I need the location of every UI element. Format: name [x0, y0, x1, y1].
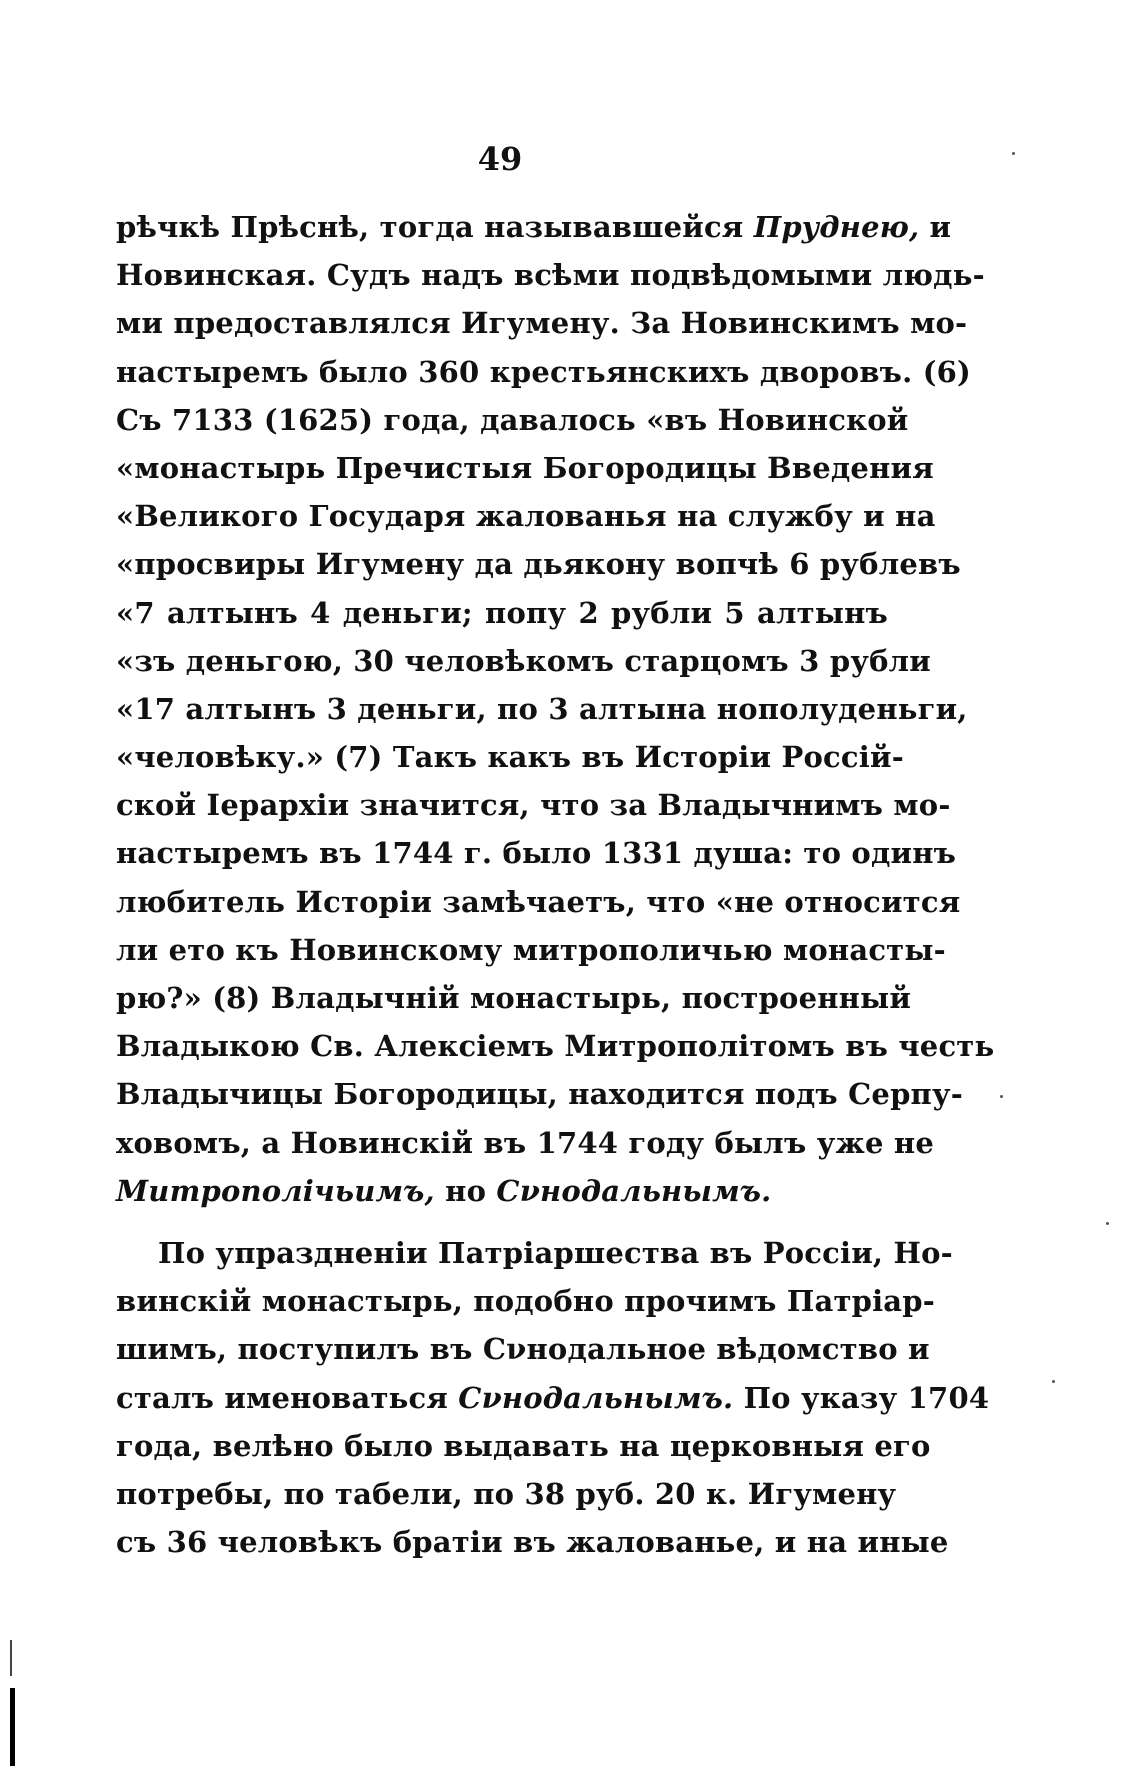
text-line: шимъ, поступилъ въ Сνнодальное вѣдомство и — [116, 1332, 930, 1367]
text-line: любитель Исторіи замѣчаетъ, что «не относится — [116, 884, 961, 919]
text-line: Съ 7133 (1625) года, давалось «въ Новинской — [116, 402, 909, 437]
scan-speck — [1106, 1222, 1109, 1225]
text-line: Митрополічьимъ, но Сνнодальнымъ. — [116, 1173, 772, 1208]
text-line: «человѣку.» (7) Такъ какъ въ Исторіи Россій- — [116, 740, 904, 775]
text-line: рѣчкѣ Прѣснѣ, тогда называвшейся Пруднею, и — [116, 210, 952, 244]
text-line: сталъ именоваться Сνнодальнымъ. По указу 1704 — [116, 1380, 990, 1415]
text-line: года, велѣно было выдавать на церковныя его — [116, 1428, 931, 1463]
text-line: потребы, по табели, по 38 руб. 20 к. Игумену — [116, 1476, 897, 1511]
text-line: «17 алтынъ 3 деньги, по 3 алтына нополуденьги, — [116, 691, 968, 726]
text-line: «Великого Государя жалованья на службу и на — [116, 499, 936, 534]
text-line: винскій монастырь, подобно прочимъ Патріар- — [116, 1284, 936, 1319]
text-line: съ 36 человѣкъ братіи въ жалованье, и на иные — [116, 1525, 949, 1560]
scan-speck — [1012, 152, 1015, 155]
text-line: Новинская. Судъ надъ всѣми подвѣдомыми людь- — [116, 258, 985, 293]
scan-speck — [1052, 1380, 1055, 1383]
text-line: ской Іерархіи значится, что за Владычнимъ мо- — [116, 788, 951, 823]
text-line: ми предоставлялся Игумену. За Новинскимъ мо- — [116, 306, 968, 341]
text-line: ховомъ, а Новинскій въ 1744 году былъ уже не — [116, 1125, 934, 1160]
page-number: 49 — [477, 140, 523, 178]
text-line: Владычицы Богородицы, находится подъ Серпу- — [116, 1077, 963, 1112]
page-body — [116, 203, 995, 1566]
text-line: настыремъ въ 1744 г. было 1331 душа: то одинъ — [116, 836, 957, 871]
scan-speck — [1000, 1095, 1003, 1098]
scan-edge-artifact — [10, 1688, 15, 1766]
text-line: Владыкою Св. Алексіемъ Митрополітомъ въ честь — [116, 1029, 995, 1064]
text-line: ли ето къ Новинскому митрополичью монасты- — [116, 932, 946, 967]
text-line: «зъ деньгою, 30 человѣкомъ старцомъ 3 рубли — [116, 643, 931, 678]
text-line: рю?» (8) Владычній монастырь, построенный — [116, 981, 912, 1015]
text-line: «монастырь Пречистыя Богородицы Введения — [116, 450, 934, 485]
paragraph-2 — [116, 1229, 990, 1566]
text-line: настыремъ было 360 крестьянскихъ дворовъ. (6) — [116, 354, 971, 389]
text-line: «просвиры Игумену да дьякону вопчѣ 6 рублевъ — [116, 547, 961, 582]
paragraph-gap — [116, 1215, 888, 1229]
paragraph-1 — [116, 203, 995, 1215]
text-line: «7 алтынъ 4 деньги; попу 2 рубли 5 алтынъ — [116, 595, 888, 630]
scan-edge-artifact — [10, 1640, 12, 1676]
text-line: По упраздненіи Патріаршества въ Россіи, Но- — [158, 1235, 953, 1270]
